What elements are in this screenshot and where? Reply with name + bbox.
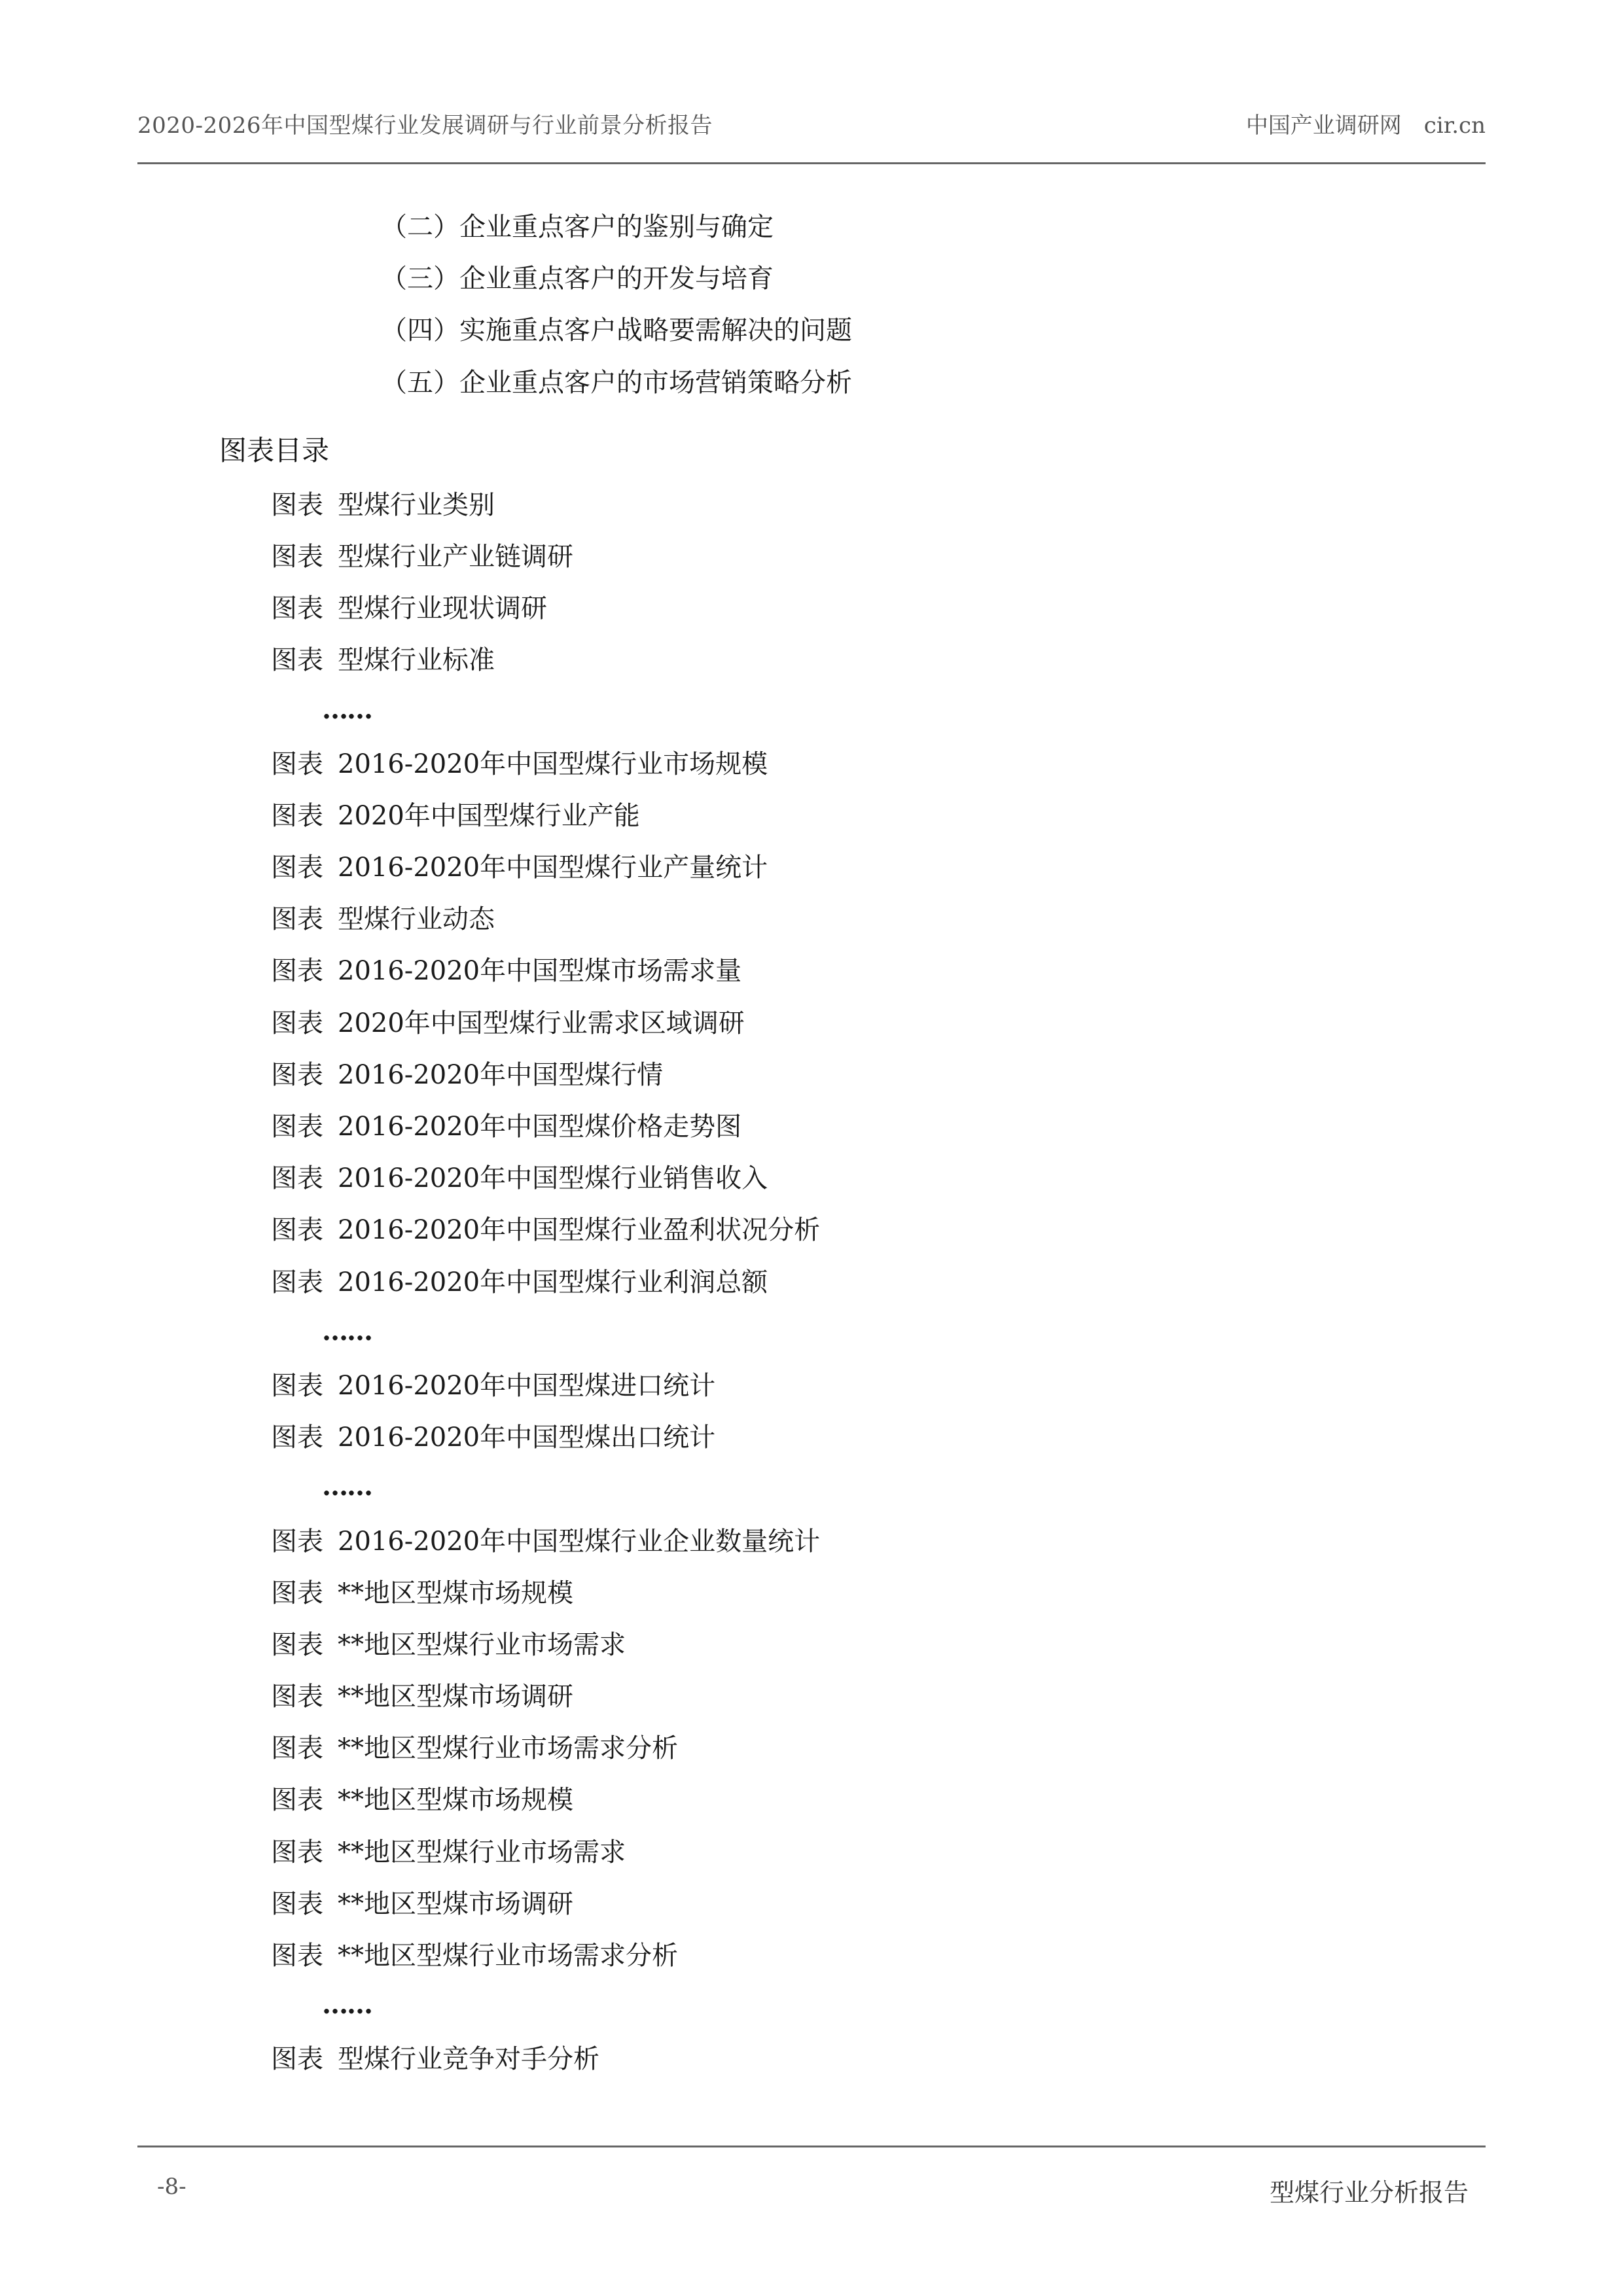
figure-prefix: 图表 [271,800,323,831]
figure-prefix: 图表 [271,1215,323,1246]
header-report-title: 2020-2026年中国型煤行业发展调研与行业前景分析报告 [137,113,713,139]
figure-list-heading: 图表目录 [219,434,330,467]
figure-list-item[interactable] [0,1516,1623,1568]
figure-title: 2016-2020年中国型煤行业市场规模 [338,749,768,779]
figure-list-item[interactable] [0,1568,1623,1619]
figure-title: **地区型煤行业市场需求 [338,1629,626,1660]
figure-title: 型煤行业类别 [338,489,495,520]
figure-list-item[interactable] [0,1827,1623,1879]
figure-list-item[interactable] [0,739,1623,790]
figure-list-item[interactable] [0,790,1623,842]
toc-subitem[interactable]: （五）企业重点客户的市场营销策略分析 [381,367,852,398]
figure-prefix: 图表 [271,593,323,624]
figure-prefix: 图表 [271,1578,323,1608]
figure-prefix: 图表 [271,1370,323,1401]
figure-title: **地区型煤市场规模 [338,1578,573,1608]
footer-divider [137,2146,1486,2147]
figure-prefix: 图表 [271,2044,323,2075]
figure-prefix: 图表 [271,541,323,572]
figure-list-item[interactable] [0,1205,1623,1256]
figure-title: 2016-2020年中国型煤行业盈利状况分析 [338,1215,821,1246]
figure-list-item[interactable] [0,1619,1623,1671]
figure-title: 2016-2020年中国型煤价格走势图 [338,1112,742,1142]
figure-prefix: 图表 [271,1629,323,1660]
figure-title: **地区型煤市场调研 [338,1888,573,1919]
figure-title: 2016-2020年中国型煤行业企业数量统计 [338,1526,821,1557]
ellipsis: …… [322,1471,372,1502]
figure-title: 2016-2020年中国型煤行情 [338,1059,664,1090]
figure-list-item[interactable] [0,945,1623,997]
figure-title: 2020年中国型煤行业产能 [338,800,640,831]
toc-subitem[interactable]: （三）企业重点客户的开发与培育 [381,264,774,294]
figure-list-item[interactable] [0,998,1623,1050]
figure-title: **地区型煤市场调研 [338,1682,573,1712]
figure-list-item[interactable] [0,2034,1623,2085]
figure-title: 2020年中国型煤行业需求区域调研 [338,1008,745,1038]
figure-title: **地区型煤行业市场需求分析 [338,1733,678,1764]
footer-report-name: 型煤行业分析报告 [1269,2178,1469,2207]
figure-title: 2016-2020年中国型煤行业产量统计 [338,853,768,883]
toc-subitem[interactable]: （四）实施重点客户战略要需解决的问题 [381,315,852,346]
figure-list-item[interactable] [0,531,1623,583]
figure-prefix: 图表 [271,1267,323,1298]
toc-content [0,202,1623,2086]
figure-prefix: 图表 [271,904,323,935]
page-number: -8- [157,2174,187,2200]
figure-prefix: 图表 [271,1682,323,1712]
figure-title: 2016-2020年中国型煤行业销售收入 [338,1163,768,1194]
figure-prefix: 图表 [271,645,323,676]
figure-prefix: 图表 [271,489,323,520]
figure-prefix: 图表 [271,1733,323,1764]
figure-prefix: 图表 [271,1526,323,1557]
figure-title: 2016-2020年中国型煤市场需求量 [338,956,742,987]
figure-title: 型煤行业竞争对手分析 [338,2044,599,2075]
figure-list-item[interactable] [0,1101,1623,1153]
figure-prefix: 图表 [271,1785,323,1816]
figure-prefix: 图表 [271,1112,323,1142]
figure-prefix: 图表 [271,1008,323,1038]
toc-subitem[interactable]: （二）企业重点客户的鉴别与确定 [381,212,774,242]
figure-list-item[interactable] [0,1671,1623,1723]
figure-list-item[interactable] [0,1412,1623,1464]
header-site-name[interactable]: 中国产业调研网 cir.cn [1245,113,1486,139]
figure-title: **地区型煤行业市场需求 [338,1837,626,1867]
figure-prefix: 图表 [271,1941,323,1971]
figure-list-item[interactable] [0,583,1623,635]
figure-title: 2016-2020年中国型煤出口统计 [338,1422,716,1453]
figure-list-item[interactable] [0,1879,1623,1930]
figure-list-item[interactable] [0,1360,1623,1412]
header-divider [137,162,1486,164]
figure-prefix: 图表 [271,1888,323,1919]
figure-list-item[interactable] [0,1775,1623,1826]
figure-list-item[interactable] [0,1723,1623,1775]
figure-prefix: 图表 [271,853,323,883]
figure-list-item[interactable] [0,480,1623,531]
ellipsis: …… [322,694,372,725]
figure-title: 2016-2020年中国型煤进口统计 [338,1370,716,1401]
figure-title: 2016-2020年中国型煤行业利润总额 [338,1267,768,1298]
figure-prefix: 图表 [271,1163,323,1194]
figure-list-item[interactable] [0,1050,1623,1101]
figure-prefix: 图表 [271,1059,323,1090]
figure-title: 型煤行业产业链调研 [338,541,573,572]
figure-list-item[interactable] [0,842,1623,894]
figure-title: 型煤行业标准 [338,645,495,676]
figure-list-item[interactable] [0,635,1623,686]
figure-list-item[interactable] [0,894,1623,945]
figure-title: **地区型煤行业市场需求分析 [338,1941,678,1971]
figure-title: 型煤行业动态 [338,904,495,935]
figure-prefix: 图表 [271,749,323,779]
figure-title: 型煤行业现状调研 [338,593,547,624]
figure-prefix: 图表 [271,956,323,987]
figure-prefix: 图表 [271,1422,323,1453]
figure-list-item[interactable] [0,1930,1623,1982]
figure-title: **地区型煤市场规模 [338,1785,573,1816]
figure-list-item[interactable] [0,1257,1623,1309]
ellipsis: …… [322,1315,372,1347]
ellipsis: …… [322,1989,372,2021]
figure-list-item[interactable] [0,1153,1623,1205]
figure-prefix: 图表 [271,1837,323,1867]
